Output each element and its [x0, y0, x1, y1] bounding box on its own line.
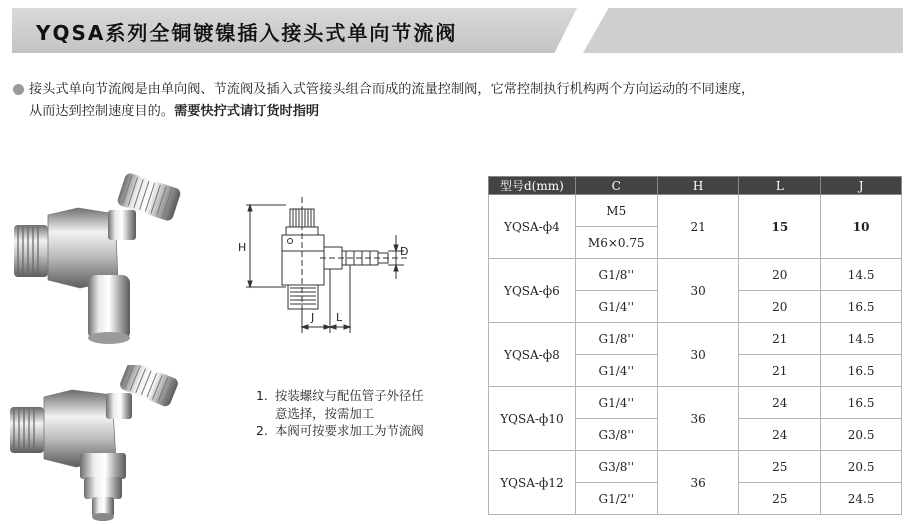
cell-j: 16.5	[821, 291, 902, 323]
cell-j: 10	[821, 195, 902, 259]
cell-l: 20	[739, 291, 821, 323]
cell-h: 36	[657, 387, 739, 451]
cell-model: YQSA-ф8	[489, 323, 576, 387]
product-photo-compression	[0, 365, 195, 523]
cell-j: 20.5	[821, 451, 902, 483]
cell-c: G1/4''	[575, 355, 657, 387]
cell-c: G3/8''	[575, 419, 657, 451]
spec-table	[488, 176, 902, 515]
cell-model: YQSA-ф12	[489, 451, 576, 515]
cell-l: 15	[739, 195, 821, 259]
cell-l: 24	[739, 387, 821, 419]
dimension-drawing	[238, 195, 428, 335]
cell-c: G1/4''	[575, 291, 657, 323]
cell-model: YQSA-ф10	[489, 387, 576, 451]
table-header-row	[489, 177, 902, 195]
dim-label-j: J	[311, 311, 315, 324]
dim-label-d: D	[400, 245, 409, 258]
note-number: 2.	[256, 423, 268, 438]
cell-h: 36	[657, 451, 739, 515]
header-model: 型号d(mm)	[489, 177, 576, 195]
description-line-1: 接头式单向节流阀是由单向阀、节流阀及插入式管接头组合而成的流量控制阀，它常控制执行机构两个方向运动的不同速度，	[29, 82, 755, 97]
cell-j: 20.5	[821, 419, 902, 451]
note-number: 1.	[256, 388, 268, 403]
header-h: H	[657, 177, 739, 195]
table-row	[489, 195, 902, 227]
cell-l: 25	[739, 483, 821, 515]
header-j: J	[821, 177, 902, 195]
cell-h: 30	[657, 259, 739, 323]
cell-c: G1/4''	[575, 387, 657, 419]
product-photo-elbow	[0, 170, 195, 345]
bullet-icon	[13, 84, 24, 95]
cell-c: G3/8''	[575, 451, 657, 483]
table-row	[489, 387, 902, 419]
cell-model: YQSA-ф6	[489, 259, 576, 323]
cell-j: 16.5	[821, 387, 902, 419]
cell-c: M6×0.75	[575, 227, 657, 259]
cell-model: YQSA-ф4	[489, 195, 576, 259]
cell-c: G1/8''	[575, 323, 657, 355]
header-l: L	[739, 177, 821, 195]
table-row	[489, 259, 902, 291]
page-title: YQSA系列全铜镀镍插入接头式单向节流阀	[36, 21, 458, 45]
cell-c: G1/8''	[575, 259, 657, 291]
table-row	[489, 451, 902, 483]
description-line-2	[29, 101, 899, 123]
note-item	[256, 387, 426, 422]
product-description	[29, 79, 899, 123]
dim-label-h: H	[238, 241, 247, 254]
dim-label-l: L	[336, 311, 343, 324]
cell-h: 30	[657, 323, 739, 387]
order-note: 需要快拧式请订货时指明	[174, 104, 320, 119]
cell-l: 20	[739, 259, 821, 291]
cell-l: 25	[739, 451, 821, 483]
cell-h: 21	[657, 195, 739, 259]
cell-j: 14.5	[821, 323, 902, 355]
note-text: 本阀可按要求加工为节流阀	[275, 423, 424, 438]
cell-j: 14.5	[821, 259, 902, 291]
note-text: 按装螺纹与配伍管子外径任意选择，按需加工	[275, 388, 424, 421]
table-row	[489, 323, 902, 355]
note-item	[256, 422, 426, 440]
cell-c: M5	[575, 195, 657, 227]
cell-j: 24.5	[821, 483, 902, 515]
header-c: C	[575, 177, 657, 195]
cell-l: 21	[739, 323, 821, 355]
cell-j: 16.5	[821, 355, 902, 387]
cell-c: G1/2''	[575, 483, 657, 515]
cell-l: 24	[739, 419, 821, 451]
description-text: 从而达到控制速度目的。	[29, 104, 175, 119]
cell-l: 21	[739, 355, 821, 387]
notes-list	[256, 387, 426, 440]
title-banner-accent	[583, 8, 903, 53]
